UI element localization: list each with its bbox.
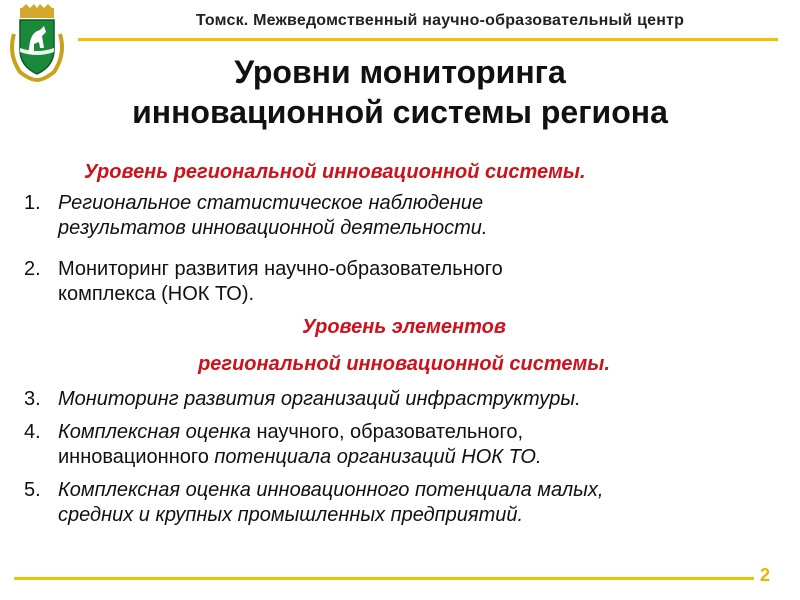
item-text-line: средних и крупных промышленных предприятий. [58,504,524,526]
title-line-1: Уровни мониторинга [234,54,566,90]
item-text: Мониторинг развития организаций инфраструктуры. [58,388,581,410]
level-elements-heading [24,315,784,377]
page-number: 2 [760,565,771,585]
item-text-line: комплекса (НОК ТО). [58,283,255,305]
level-regional-heading: Уровень региональной инновационной системы. [84,161,586,183]
item-text-line: Мониторинг развития научно-образовательного [58,258,503,280]
item-text [58,257,503,307]
item-text-part: потенциала организаций НОК ТО. [214,446,542,468]
item-text [58,478,603,528]
content [24,160,784,528]
level-elements-line-2: региональной инновационной системы. [198,353,610,375]
item-number: 4. [24,421,41,443]
item-text-line: Региональное статистическое наблюдение [58,192,484,214]
item-text [58,191,487,241]
item-text-part: Комплексная оценка [58,421,257,443]
item-number: 3. [24,388,41,410]
title-line-2: инновационной системы региона [132,94,668,130]
item-number: 5. [24,479,41,501]
item-number: 1. [24,192,41,214]
item-text-line: результатов инновационной деятельности. [58,217,488,239]
list-item-2 [24,257,784,307]
list-item-3 [24,387,784,412]
item-text-part: инновационного [58,446,215,468]
header-title: Томск. Межведомственный научно-образовательный центр [195,12,685,29]
list-item-5 [24,478,784,528]
level-elements-line-1: Уровень элементов [302,316,506,338]
item-number: 2. [24,258,41,280]
page-title [0,52,800,132]
item-text-line: Комплексная оценка инновационного потенциала малых, [58,479,604,501]
list-item-1 [24,191,784,241]
item-text-part: научного, образовательного, [256,421,523,443]
bottom-divider [14,577,754,580]
item-text [58,420,542,470]
list-item-4 [24,420,784,470]
top-divider [78,38,778,41]
